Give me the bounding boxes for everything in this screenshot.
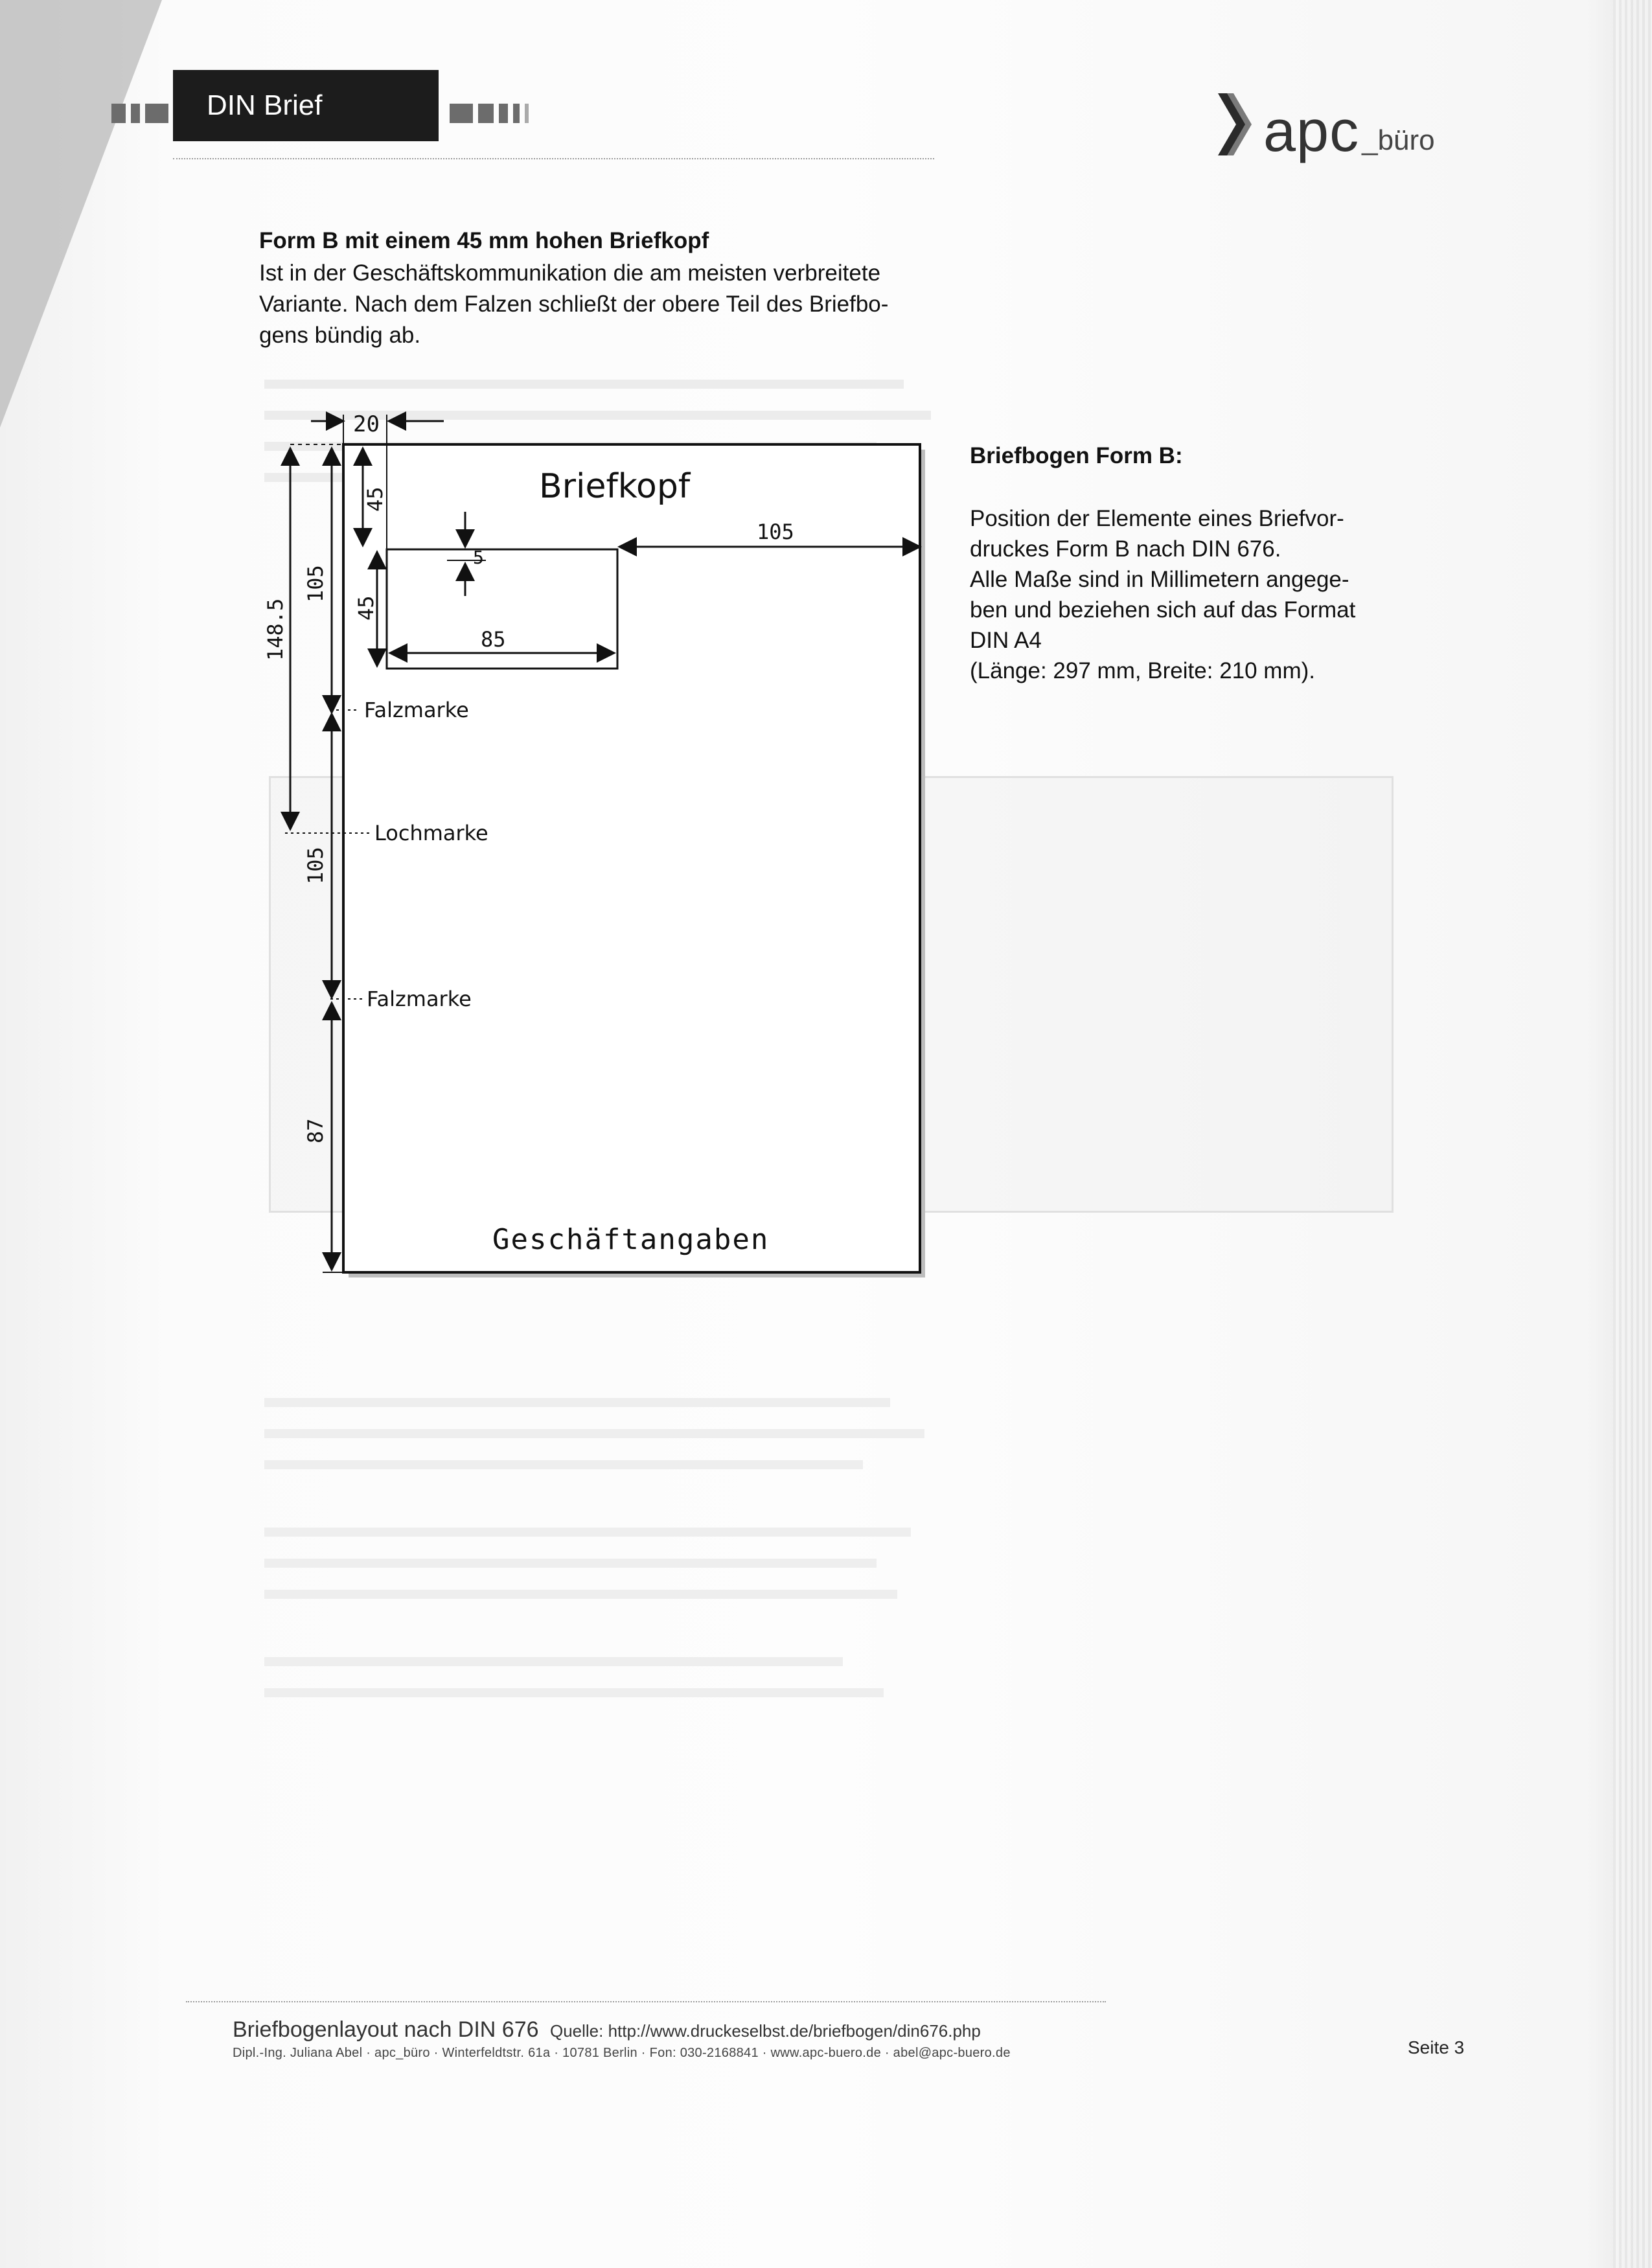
stacked-pages-edge (1613, 0, 1652, 2268)
header-divider (173, 158, 934, 159)
intro-paragraph (259, 258, 946, 351)
bleed-through-text-block (264, 1386, 945, 1969)
aside-line: (Länge: 297 mm, Breite: 210 mm). (970, 658, 1315, 683)
aside-title: Briefbogen Form B: (970, 443, 1183, 468)
footer-title-line (233, 2017, 981, 2043)
dim-header-height-label: 45 (363, 487, 387, 512)
dim-left-margin-label: 20 (353, 411, 380, 437)
dim-window-gap-label: 5 (473, 547, 484, 568)
a4-sheet-outline (343, 444, 920, 1272)
dim-fold-2-label: 105 (303, 847, 328, 884)
dim-window-height-label: 45 (354, 595, 378, 621)
din-676-form-b-diagram (253, 408, 946, 1283)
footer-title: Briefbogenlayout nach DIN 676 (233, 2017, 539, 2042)
dim-to-window-label: 105 (757, 520, 794, 544)
dim-window-width-label: 85 (481, 627, 506, 652)
aside-description (970, 503, 1423, 686)
logo-subtext: _büro (1362, 124, 1435, 156)
apc-buero-logo (1218, 76, 1435, 164)
chevron-logo-icon (1218, 88, 1256, 161)
folded-corner (0, 0, 162, 428)
page-number: Seite 3 (1408, 2037, 1465, 2057)
section-tag: DIN Brief (173, 70, 439, 141)
logo-text: apc (1263, 99, 1360, 164)
letterhead-label: Briefkopf (539, 467, 691, 506)
dim-hole-mark-label: 148.5 (263, 598, 288, 661)
fold-mark-2-label: Falzmarke (367, 987, 472, 1011)
decorative-bars-right (450, 104, 529, 123)
aside-line: DIN A4 (970, 628, 1042, 653)
dim-bottom-label: 87 (303, 1118, 328, 1143)
business-info-label: Geschäftangaben (492, 1223, 770, 1256)
intro-line: gens bündig ab. (259, 323, 421, 348)
footer-address: Dipl.-Ing. Juliana Abel · apc_büro · Winterfeldtstr. 61a · 10781 Berlin · Fon: 030-2168841 · www.apc-buero.de · abel@apc-buero.de (233, 2046, 1011, 2060)
aside-line: Position der Elemente eines Briefvor- (970, 506, 1344, 531)
aside-line: Alle Maße sind in Millimetern angege- (970, 567, 1349, 592)
aside-line: druckes Form B nach DIN 676. (970, 536, 1281, 562)
hole-mark-label: Lochmarke (374, 821, 488, 845)
section-heading: Form B mit einem 45 mm hohen Briefkopf (259, 228, 709, 253)
fold-mark-1-label: Falzmarke (364, 698, 469, 722)
footer-source: Quelle: http://www.druckeselbst.de/briefbogen/din676.php (549, 2021, 981, 2041)
aside-line: ben und beziehen sich auf das Format (970, 597, 1356, 623)
dim-fold-1-label: 105 (303, 565, 328, 602)
intro-line: Variante. Nach dem Falzen schließt der obere Teil des Briefbo- (259, 292, 889, 317)
footer-divider (186, 2001, 1106, 2002)
intro-line: Ist in der Geschäftskommunikation die am meisten verbreitete (259, 260, 881, 286)
